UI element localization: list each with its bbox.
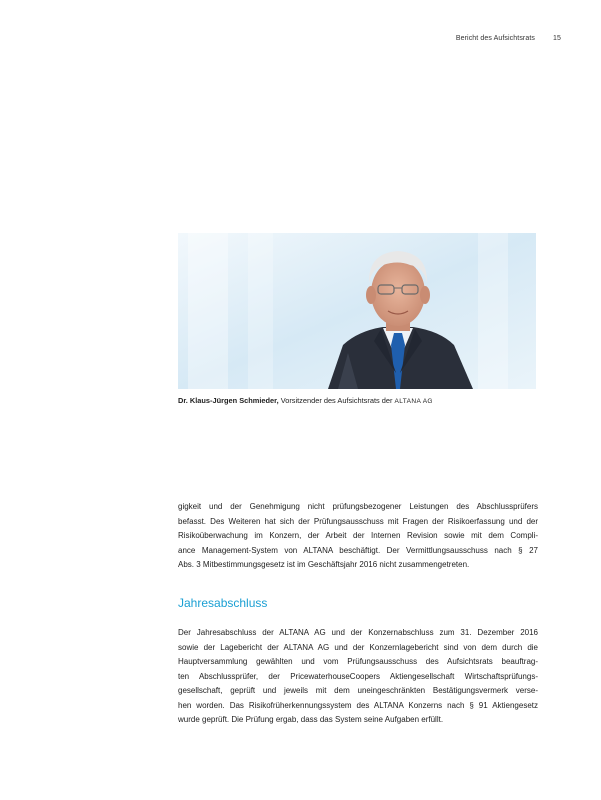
paragraph-line: ance Management-System von ALTANA beschäftigt. Der Vermittlungsausschuss nach § 27 <box>178 545 538 555</box>
paragraph-line: befasst. Des Weiteren hat sich der Prüfungsausschuss mit Fragen der Risikoerfassung und der <box>178 516 538 526</box>
portrait-photo-icon <box>178 233 536 389</box>
paragraph-line: Abs. 3 Mitbestimmungsgesetz ist im Geschäftsjahr 2016 nicht zusammengetreten. <box>178 560 470 569</box>
body-paragraph-2 <box>178 626 538 728</box>
paragraph-line: gigkeit und der Genehmigung nicht prüfungsbezogener Leistungen des Abschlussprüfers <box>178 502 538 511</box>
paragraph-line: wurde geprüft. Die Prüfung ergab, dass das System seine Aufgaben erfüllt. <box>178 715 444 724</box>
paragraph-line: ten Abschlussprüfer, der PricewaterhouseCoopers Aktiengesellschaft Wirtschaftsprüfungs- <box>178 671 538 681</box>
portrait-photo <box>178 233 536 389</box>
paragraph-line: hen worden. Das Risikofrüherkennungssystem des ALTANA Konzerns nach § 91 Aktiengesetz <box>178 700 538 710</box>
running-header <box>456 35 561 42</box>
caption-name: Dr. Klaus-Jürgen Schmieder, <box>178 396 279 405</box>
paragraph-line: Hauptversammlung gewählten und vom Prüfungsausschuss des Aufsichtsrats beauftrag- <box>178 657 538 666</box>
page-number: 15 <box>553 35 561 42</box>
caption-role: Vorsitzender des Aufsichtsrats der <box>278 396 395 405</box>
section-title: Bericht des Aufsichtsrats <box>455 35 535 42</box>
photo-caption <box>178 396 578 405</box>
caption-company: ALTANA AG <box>394 398 433 405</box>
body-paragraph-1 <box>178 500 538 573</box>
paragraph-line: gesellschaft, geprüft und jeweils mit dem uneingeschränkten Bestätigungsvermerk verse- <box>178 686 538 695</box>
paragraph-line: Risikoüberwachung im Konzern, der Arbeit der Internen Revision sowie mit dem Compli- <box>178 531 538 540</box>
paragraph-line: Der Jahresabschluss der ALTANA AG und der Konzernabschluss zum 31. Dezember 2016 <box>178 628 538 637</box>
paragraph-line: sowie der Lagebericht der ALTANA AG und der Konzernlagebericht sind von dem durch die <box>178 642 538 652</box>
section-heading: Jahresabschluss <box>178 596 268 610</box>
